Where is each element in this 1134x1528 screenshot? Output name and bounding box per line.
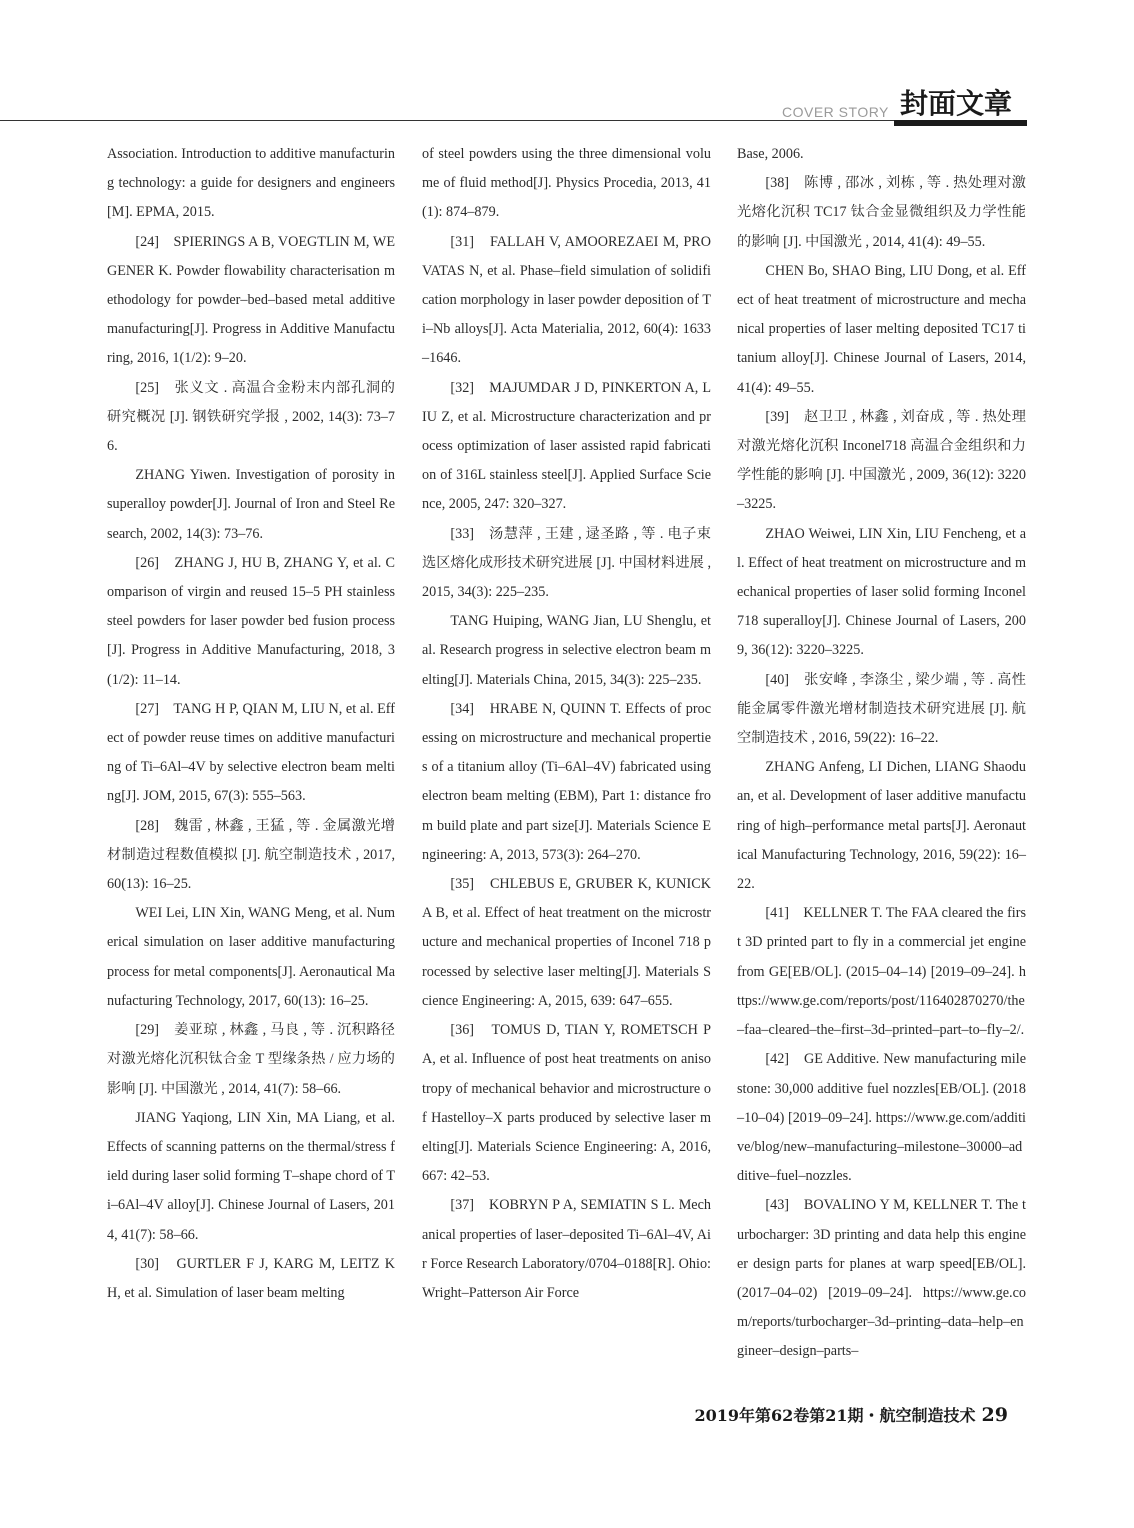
reference-continuation: Association. Introduction to additive manufacturing technology: a guide for designers and engineers[M]. EPMA, 2015. — [107, 146, 395, 221]
section-label-cn: 封面文章 — [900, 87, 1013, 120]
reference-entry: [36] TOMUS D, TIAN Y, ROMETSCH P A, et al. Influence of post heat treatments on anisotropy of mechanical behavior and microstructure of Hastelloy–X parts produced by selective laser melting[J]. Materials Science Engineering: A, 2016, 667: 42–53. — [422, 1022, 711, 1185]
reference-entry: JIANG Yaqiong, LIN Xin, MA Liang, et al. Effects of scanning patterns on the thermal/stress field during laser solid forming T–shape chord of Ti–6Al–4V alloy[J]. Chinese Journal of Lasers, 2014, 41(7): 58–66. — [107, 1109, 395, 1243]
reference-entry: [31] FALLAH V, AMOOREZAEI M, PROVATAS N, et al. Phase–field simulation of solidification morphology in laser powder deposition of Ti–Nb alloys[J]. Acta Materialia, 2012, 60(4): 1633–1646. — [422, 233, 711, 367]
page-footer — [694, 1403, 1008, 1426]
reference-entry: [42] GE Additive. New manufacturing milestone: 30,000 additive fuel nozzles[EB/OL]. (2018–10–04) [2019–09–24]. https://www.ge.com/additive/blog/new–manufacturing–milestone–30000–additive–fuel–nozzles. — [737, 1051, 1026, 1185]
reference-continuation: Base, 2006. — [737, 146, 804, 162]
reference-entry: ZHANG Anfeng, LI Dichen, LIANG Shaoduan, et al. Development of laser additive manufacturing of high–performance metal parts[J]. Aeronautical Manufacturing Technology, 2016, 59(22): 16–22. — [737, 759, 1026, 893]
reference-entry: ZHAO Weiwei, LIN Xin, LIU Fencheng, et al. Effect of heat treatment on microstructure and mechanical properties of laser solid forming Inconel 718 superalloy[J]. Chinese Journal of Lasers, 2009, 36(12): 3220–3225. — [737, 525, 1026, 659]
header-rule — [0, 120, 1027, 121]
issue-info: 2019年第62卷第21期・航空制造技术 — [694, 1406, 976, 1425]
reference-entry: [26] ZHANG J, HU B, ZHANG Y, et al. Comparison of virgin and reused 15–5 PH stainless steel powders for laser powder bed fusion process[J]. Progress in Additive Manufacturing, 2018, 3(1/2): 11–14. — [107, 554, 395, 688]
reference-entry: [35] CHLEBUS E, GRUBER K, KUNICKA B, et al. Effect of heat treatment on the microstructure and mechanical properties of Inconel 718 processed by selective laser melting[J]. Materials Science Engineering: A, 2015, 639: 647–655. — [422, 876, 711, 1009]
section-label-bar — [894, 120, 1027, 126]
reference-entry: [25] 张义文 . 高温合金粉末内部孔洞的研究概况 [J]. 钢铁研究学报 , 2002, 14(3): 73–76. — [107, 379, 395, 455]
reference-entry: [32] MAJUMDAR J D, PINKERTON A, LIU Z, et al. Microstructure characterization and process optimization of laser assisted rapid fabrication of 316L stainless steel[J]. Applied Surface Science, 2005, 247: 320–327. — [422, 379, 711, 513]
section-label-en: COVER STORY — [782, 104, 889, 120]
reference-entry: [37] KOBRYN P A, SEMIATIN S L. Mechanical properties of laser–deposited Ti–6Al–4V, Air Force Research Laboratory/0704–0188[R]. Ohio: Wright–Patterson Air Force — [422, 1197, 711, 1301]
reference-entry: [30] GURTLER F J, KARG M, LEITZ K H, et al. Simulation of laser beam melting — [107, 1255, 395, 1301]
reference-entry: ZHANG Yiwen. Investigation of porosity in superalloy powder[J]. Journal of Iron and Steel Research, 2002, 14(3): 73–76. — [107, 467, 395, 542]
reference-entry: [27] TANG H P, QIAN M, LIU N, et al. Effect of powder reuse times on additive manufacturing of Ti–6Al–4V by selective electron beam melting[J]. JOM, 2015, 67(3): 555–563. — [107, 700, 395, 805]
column-2 — [422, 140, 711, 1308]
reference-entry: [24] SPIERINGS A B, VOEGTLIN M, WEGENER K. Powder flowability characterisation methodology for powder–bed–based metal additive manufacturing[J]. Progress in Additive Manufacturing, 2016, 1(1/2): 9–20. — [107, 233, 395, 367]
reference-entry: [39] 赵卫卫 , 林鑫 , 刘奋成 , 等 . 热处理对激光熔化沉积 Inconel718 高温合金组织和力学性能的影响 [J]. 中国激光 , 2009, 36(12): 3220–3225. — [737, 408, 1026, 513]
column-1 — [107, 140, 395, 1308]
reference-entry: TANG Huiping, WANG Jian, LU Shenglu, et al. Research progress in selective electron beam melting[J]. Materials China, 2015, 34(3): 225–235. — [422, 613, 711, 688]
reference-entry: [34] HRABE N, QUINN T. Effects of processing on microstructure and mechanical properties of a titanium alloy (Ti–6Al–4V) fabricated using electron beam melting (EBM), Part 1: distance from build plate and part size[J]. Materials Science Engineering: A, 2013, 573(3): 264–270. — [422, 700, 711, 863]
reference-entry: WEI Lei, LIN Xin, WANG Meng, et al. Numerical simulation on laser additive manufacturing process for metal components[J]. Aeronautical Manufacturing Technology, 2017, 60(13): 16–25. — [107, 905, 395, 1009]
reference-entry: [41] KELLNER T. The FAA cleared the first 3D printed part to fly in a commercial jet engine from GE[EB/OL]. (2015–04–14) [2019–09–24]. https://www.ge.com/reports/post/116402870270/the–faa–cleared–the–first–3d–printed–part–to–fly–2/. — [737, 905, 1026, 1039]
reference-entry: [38] 陈博 , 邵冰 , 刘栋 , 等 . 热处理对激光熔化沉积 TC17 钛合金显微组织及力学性能的影响 [J]. 中国激光 , 2014, 41(4): 49–55. — [737, 175, 1026, 250]
reference-entry: [40] 张安峰 , 李涤尘 , 梁少端 , 等 . 高性能金属零件激光增材制造技术研究进展 [J]. 航空制造技术 , 2016, 59(22): 16–22. — [737, 671, 1026, 747]
page-number: 29 — [981, 1404, 1008, 1426]
reference-entry: [33] 汤慧萍 , 王建 , 逯圣路 , 等 . 电子束选区熔化成形技术研究进展 [J]. 中国材料进展 , 2015, 34(3): 225–235. — [422, 525, 711, 601]
reference-entry: [43] BOVALINO Y M, KELLNER T. The turbocharger: 3D printing and data help this engineer design parts for planes at warp speed[EB/OL]. (2017–04–02) [2019–09–24]. https://www.ge.com/reports/turbocharger–3d–printing–data–help–engineer–design–parts– — [737, 1197, 1026, 1360]
reference-entry: [28] 魏雷 , 林鑫 , 王猛 , 等 . 金属激光增材制造过程数值模拟 [J]. 航空制造技术 , 2017, 60(13): 16–25. — [107, 817, 395, 893]
reference-entry: [29] 姜亚琼 , 林鑫 , 马良 , 等 . 沉积路径对激光熔化沉积钛合金 T 型缘条热 / 应力场的影响 [J]. 中国激光 , 2014, 41(7): 58–66. — [107, 1022, 395, 1097]
reference-entry: CHEN Bo, SHAO Bing, LIU Dong, et al. Effect of heat treatment of microstructure and mechanical properties of laser melting deposited TC17 titanium alloy[J]. Chinese Journal of Lasers, 2014, 41(4): 49–55. — [737, 262, 1026, 396]
reference-continuation: of steel powders using the three dimensional volume of fluid method[J]. Physics Procedia, 2013, 41(1): 874–879. — [422, 146, 711, 221]
column-3 — [737, 140, 1026, 1367]
